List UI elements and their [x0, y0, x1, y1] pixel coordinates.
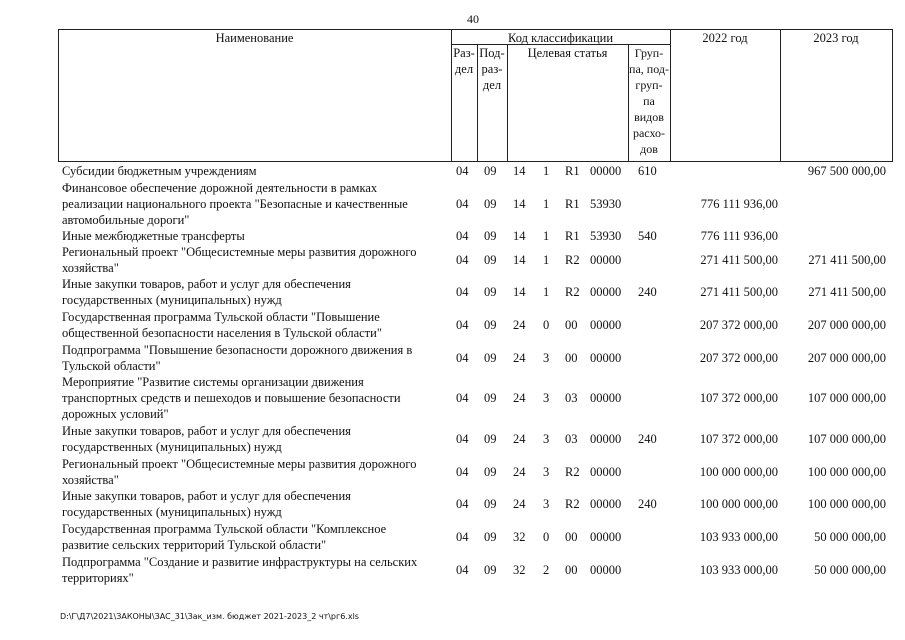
row-code-c4: 53930: [590, 229, 622, 243]
row-code-podrazdel: 09: [484, 318, 497, 332]
header-gruppa-line: расхо-: [632, 126, 666, 140]
row-code-c3: R2: [565, 465, 580, 479]
row-code-podrazdel: 09: [484, 164, 497, 178]
row-code-c2: 2: [543, 563, 550, 577]
row-name-line: Субсидии бюджетным учреждениям: [62, 164, 257, 178]
row-value-2023: 50 000 000,00: [814, 563, 886, 577]
row-name-line: Иные межбюджетные трансферты: [62, 229, 245, 243]
row-code-podrazdel: 09: [484, 197, 497, 211]
row-name-line: государственных (муниципальных) нужд: [62, 440, 282, 454]
row-value-2022: 207 372 000,00: [699, 351, 778, 365]
row-value-2022: 207 372 000,00: [699, 318, 778, 332]
row-code-c1: 32: [513, 563, 526, 577]
row-code-c4: 00000: [590, 285, 622, 299]
border-left: [58, 29, 59, 162]
header-razdel-line: дел: [454, 62, 474, 76]
row-code-c4: 00000: [590, 253, 622, 267]
row-code-podrazdel: 09: [484, 530, 497, 544]
row-code-c2: 3: [543, 391, 550, 405]
header-gruppa-line: па, под-: [629, 62, 669, 76]
row-code-razdel: 04: [456, 530, 469, 544]
header-gruppa-line: дов: [640, 142, 658, 156]
row-code-c2: 1: [543, 164, 550, 178]
row-value-2022: 100 000 000,00: [699, 465, 778, 479]
row-code-razdel: 04: [456, 318, 469, 332]
row-code-c4: 00000: [590, 391, 622, 405]
header-name: Наименование: [215, 31, 294, 45]
row-name: [62, 374, 442, 422]
row-code-razdel: 04: [456, 229, 469, 243]
row-code-razdel: 04: [456, 497, 469, 511]
row-code-c3: 00: [565, 563, 578, 577]
row-code-razdel: 04: [456, 164, 469, 178]
row-code-podrazdel: 09: [484, 253, 497, 267]
header-celevaya: Целевая статья: [527, 46, 608, 60]
row-code-c3: 03: [565, 432, 578, 446]
row-code-podrazdel: 09: [484, 497, 497, 511]
row-name-line: государственных (муниципальных) нужд: [62, 505, 282, 519]
row-name: [62, 488, 442, 520]
header-code: Код классификации: [507, 31, 614, 45]
row-gruppa: 240: [638, 497, 657, 511]
row-code-c1: 14: [513, 164, 526, 178]
row-code-razdel: 04: [456, 432, 469, 446]
row-code-c1: 32: [513, 530, 526, 544]
row-name-line: Региональный проект "Общесистемные меры развития дорожного: [62, 457, 417, 471]
header-bottom-border: [58, 161, 892, 162]
row-code-c2: 3: [543, 497, 550, 511]
file-path-footer: D:\Г\Д7\2021\ЗАКОНЫ\ЗАС_31\Зак_изм. бюджет 2021-2023_2 чт\рг6.xls: [60, 612, 359, 621]
header-podrazdel-line: раз-: [481, 62, 503, 76]
row-name-line: транспортных средств и пешеходов и повышение безопасности: [62, 391, 401, 405]
header-gruppa-line: Груп-: [634, 46, 664, 60]
border-code-2022: [670, 29, 671, 162]
row-code-podrazdel: 09: [484, 229, 497, 243]
header-gruppa-line: па: [643, 94, 655, 108]
row-name-line: территориях": [62, 571, 134, 585]
row-code-c3: R1: [565, 229, 580, 243]
row-value-2023: 271 411 500,00: [808, 285, 886, 299]
row-gruppa: 240: [638, 285, 657, 299]
row-value-2022: 271 411 500,00: [700, 285, 778, 299]
row-name-line: Финансовое обеспечение дорожной деятельности в рамках: [62, 181, 378, 195]
row-code-c4: 53930: [590, 197, 622, 211]
row-code-c3: 00: [565, 530, 578, 544]
row-name: [62, 163, 442, 179]
header-2022: 2022 год: [702, 31, 748, 45]
row-name-line: государственных (муниципальных) нужд: [62, 293, 282, 307]
row-value-2023: 207 000 000,00: [807, 318, 886, 332]
row-code-podrazdel: 09: [484, 432, 497, 446]
row-value-2022: 107 372 000,00: [699, 391, 778, 405]
row-gruppa: 540: [638, 229, 657, 243]
row-name: [62, 180, 442, 228]
row-value-2022: 103 933 000,00: [699, 530, 778, 544]
row-code-c2: 1: [543, 229, 550, 243]
header-podrazdel-line: Под-: [479, 46, 505, 60]
row-code-c4: 00000: [590, 164, 622, 178]
row-code-c3: R2: [565, 497, 580, 511]
row-name-line: Государственная программа Тульской области "Повышение: [62, 310, 380, 324]
row-code-razdel: 04: [456, 391, 469, 405]
row-code-c4: 00000: [590, 465, 622, 479]
row-name: [62, 456, 442, 488]
row-name-line: Иные закупки товаров, работ и услуг для обеспечения: [62, 424, 351, 438]
header-podrazdel: [477, 45, 507, 93]
row-value-2022: 107 372 000,00: [699, 432, 778, 446]
border-2022-2023: [780, 29, 781, 162]
row-code-c1: 14: [513, 197, 526, 211]
row-code-c3: R1: [565, 197, 580, 211]
row-name: [62, 228, 442, 244]
row-code-c3: R2: [565, 285, 580, 299]
row-name-line: общественной безопасности населения в Тульской области": [62, 326, 382, 340]
row-code-c2: 3: [543, 351, 550, 365]
row-name-line: хозяйства": [62, 473, 119, 487]
row-name: [62, 276, 442, 308]
header-razdel-line: Раз-: [453, 46, 475, 60]
border-podrazdel: [507, 44, 508, 162]
row-code-c3: R1: [565, 164, 580, 178]
header-2023: 2023 год: [813, 31, 859, 45]
header-razdel: [451, 45, 477, 77]
row-code-c3: 03: [565, 391, 578, 405]
row-name: [62, 521, 442, 553]
row-code-c4: 00000: [590, 351, 622, 365]
row-code-c4: 00000: [590, 563, 622, 577]
row-name-line: Региональный проект "Общесистемные меры развития дорожного: [62, 245, 417, 259]
row-name-line: Подпрограмма "Повышение безопасности дорожного движения в: [62, 343, 413, 357]
row-value-2022: 776 111 936,00: [700, 229, 778, 243]
row-name-line: Подпрограмма "Создание и развитие инфраструктуры на сельских: [62, 555, 418, 569]
row-code-c4: 00000: [590, 432, 622, 446]
row-name: [62, 554, 442, 586]
border-right: [892, 29, 893, 162]
row-code-c4: 00000: [590, 318, 622, 332]
row-name: [62, 423, 442, 455]
row-gruppa: 240: [638, 432, 657, 446]
row-code-podrazdel: 09: [484, 351, 497, 365]
row-code-razdel: 04: [456, 253, 469, 267]
row-value-2023: 100 000 000,00: [807, 465, 886, 479]
row-name-line: хозяйства": [62, 261, 119, 275]
row-value-2023: 107 000 000,00: [807, 432, 886, 446]
row-name: [62, 244, 442, 276]
row-code-razdel: 04: [456, 285, 469, 299]
row-value-2022: 776 111 936,00: [700, 197, 778, 211]
row-name-line: автомобильные дороги": [62, 213, 190, 227]
row-name: [62, 342, 442, 374]
row-code-razdel: 04: [456, 563, 469, 577]
row-value-2023: 271 411 500,00: [808, 253, 886, 267]
row-code-c2: 0: [543, 318, 550, 332]
header-gruppa-line: видов: [634, 110, 664, 124]
header-gruppa: [628, 45, 670, 157]
row-code-razdel: 04: [456, 465, 469, 479]
row-code-c3: R2: [565, 253, 580, 267]
row-code-c2: 3: [543, 432, 550, 446]
row-code-podrazdel: 09: [484, 391, 497, 405]
row-name-line: Иные закупки товаров, работ и услуг для обеспечения: [62, 277, 351, 291]
row-code-c3: 00: [565, 318, 578, 332]
row-code-razdel: 04: [456, 197, 469, 211]
row-name-line: Мероприятие "Развитие системы организации движения: [62, 375, 364, 389]
row-code-podrazdel: 09: [484, 563, 497, 577]
row-name-line: реализации национального проекта "Безопасные и качественные: [62, 197, 408, 211]
row-code-c1: 24: [513, 465, 526, 479]
header-podrazdel-line: дел: [482, 78, 502, 92]
row-code-c2: 1: [543, 197, 550, 211]
row-name-line: Иные закупки товаров, работ и услуг для обеспечения: [62, 489, 351, 503]
row-name-line: Государственная программа Тульской области "Комплексное: [62, 522, 387, 536]
row-value-2022: 100 000 000,00: [699, 497, 778, 511]
row-code-c2: 1: [543, 285, 550, 299]
row-name-line: Тульской области": [62, 359, 161, 373]
row-code-c2: 0: [543, 530, 550, 544]
row-value-2022: 103 933 000,00: [699, 563, 778, 577]
row-gruppa: 610: [638, 164, 657, 178]
row-value-2023: 50 000 000,00: [814, 530, 886, 544]
row-code-c1: 14: [513, 285, 526, 299]
row-code-c1: 14: [513, 253, 526, 267]
row-value-2023: 100 000 000,00: [807, 497, 886, 511]
row-code-c1: 14: [513, 229, 526, 243]
row-code-c4: 00000: [590, 497, 622, 511]
row-code-c3: 00: [565, 351, 578, 365]
row-code-c1: 24: [513, 318, 526, 332]
row-code-podrazdel: 09: [484, 465, 497, 479]
row-code-razdel: 04: [456, 351, 469, 365]
row-code-c4: 00000: [590, 530, 622, 544]
row-code-podrazdel: 09: [484, 285, 497, 299]
header-gruppa-line: груп-: [635, 78, 663, 92]
row-code-c2: 3: [543, 465, 550, 479]
row-name-line: развитие сельских территорий Тульской области": [62, 538, 327, 552]
page-number: 40: [467, 12, 479, 26]
row-name: [62, 309, 442, 341]
row-value-2023: 107 000 000,00: [807, 391, 886, 405]
row-code-c1: 24: [513, 432, 526, 446]
row-value-2023: 207 000 000,00: [807, 351, 886, 365]
row-value-2023: 967 500 000,00: [807, 164, 886, 178]
row-code-c1: 24: [513, 391, 526, 405]
row-code-c2: 1: [543, 253, 550, 267]
row-code-c1: 24: [513, 351, 526, 365]
row-value-2022: 271 411 500,00: [700, 253, 778, 267]
row-name-line: дорожных условий": [62, 407, 169, 421]
row-code-c1: 24: [513, 497, 526, 511]
